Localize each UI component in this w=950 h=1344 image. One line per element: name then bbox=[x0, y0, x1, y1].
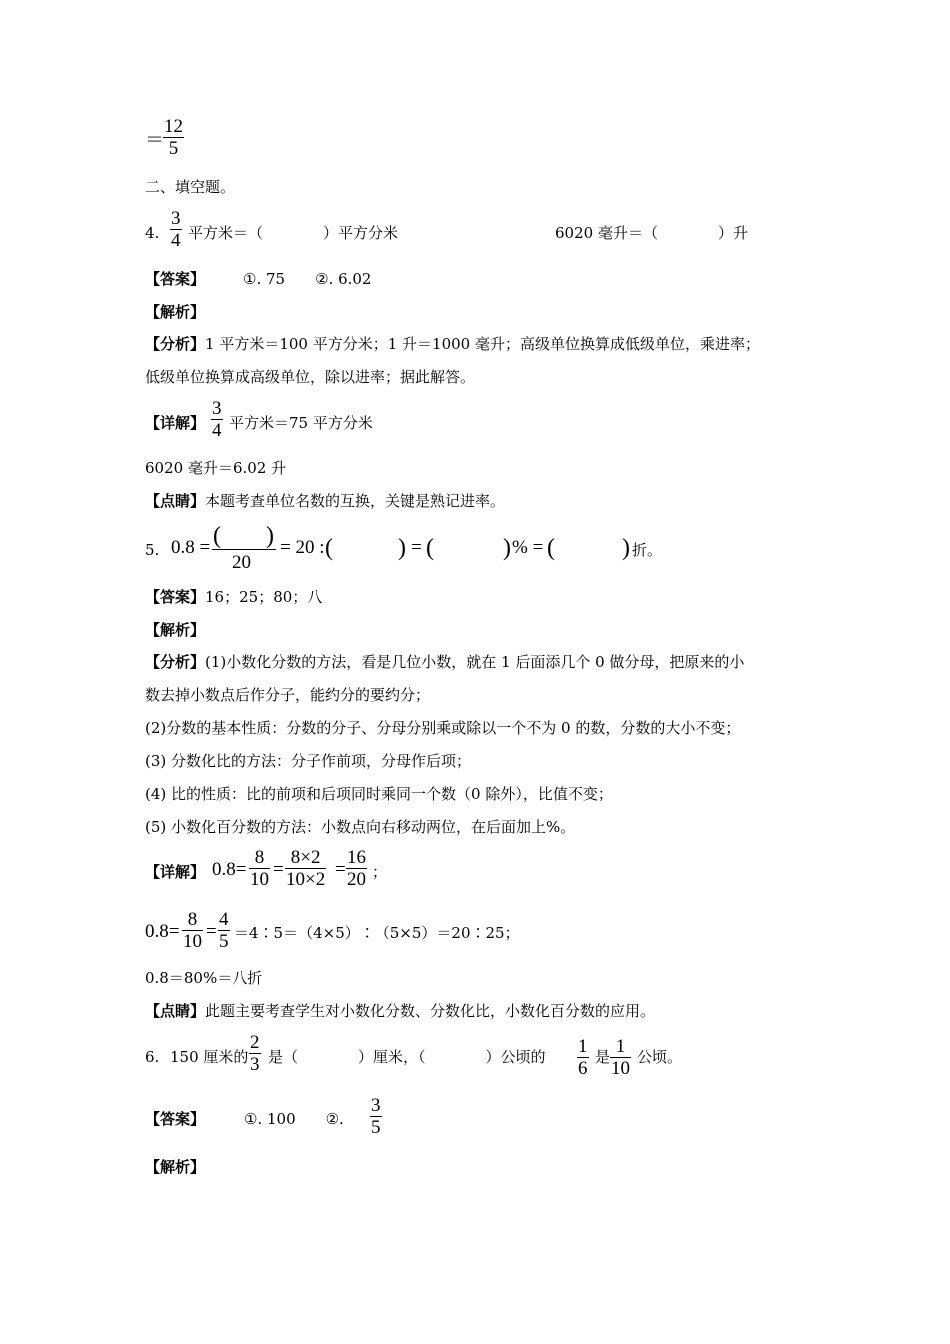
equals-sign: = bbox=[335, 859, 346, 880]
fraction-3-4-detail bbox=[211, 399, 223, 441]
fraction-denominator: 20 bbox=[232, 552, 251, 573]
dianjing-text: 本题考查单位名数的互换，关键是熟记进率。 bbox=[205, 492, 506, 510]
d2-rest: ＝4∶5＝（4×5）∶（5×5）＝20∶25； bbox=[234, 924, 520, 942]
q5-fenxi-line5: (4) 比的性质：比的前项和后项同时乘同一个数（0 除外），比值不变； bbox=[145, 785, 613, 803]
fraction-2-3 bbox=[249, 1033, 261, 1075]
question-number-5: 5. bbox=[145, 541, 160, 559]
q5-tail: 折。 bbox=[632, 541, 663, 559]
denominator: 3 bbox=[250, 1054, 260, 1075]
q4-answer bbox=[145, 269, 371, 289]
q5-ratio-part: = 20 : bbox=[280, 537, 325, 558]
fenxi-text: (1)小数化分数的方法，看是几位小数，就在 1 后面添几个 0 做分母，把原来的小 bbox=[205, 653, 745, 671]
q5-fenxi-line1 bbox=[145, 652, 744, 672]
dianjing-label: 【点睛】 bbox=[145, 492, 206, 510]
answer-label: 【答案】 bbox=[145, 270, 206, 288]
q4-text-part2: 6020 毫升＝（ ）升 bbox=[555, 224, 748, 242]
fenxi-label: 【分析】 bbox=[145, 335, 206, 353]
equals-sign: ＝ bbox=[145, 130, 165, 151]
denominator: 4 bbox=[212, 420, 222, 441]
fraction-3-5-answer bbox=[370, 1096, 382, 1138]
q5-answer bbox=[145, 587, 322, 607]
blank-open-3: ( bbox=[547, 535, 555, 561]
fraction-8-10 bbox=[249, 848, 270, 890]
blank-close-1: ) bbox=[398, 535, 406, 561]
q6-analysis-label: 【解析】 bbox=[145, 1158, 206, 1176]
q4-text-part1: 平方米＝（ ）平方分米 bbox=[188, 224, 399, 242]
denominator: 10×2 bbox=[286, 869, 326, 890]
fraction-16-20 bbox=[346, 848, 367, 890]
numerator: 16 bbox=[347, 847, 366, 868]
fraction-8-10-b bbox=[182, 910, 203, 952]
question-number-4: 4. bbox=[145, 224, 160, 242]
numerator: 2 bbox=[250, 1032, 260, 1053]
d2-lhs: 0.8= bbox=[145, 921, 180, 942]
q6-t3: 是 bbox=[595, 1048, 611, 1066]
blank-open-2: ( bbox=[426, 535, 434, 561]
q4-detail-text1: 平方米＝75 平方分米 bbox=[229, 414, 373, 432]
q4-dianjing bbox=[145, 491, 505, 511]
blank-close-2: ) bbox=[503, 535, 511, 561]
q5-lhs: 0.8 = bbox=[171, 537, 211, 558]
numerator: 12 bbox=[164, 116, 183, 137]
blank-open-1: ( bbox=[325, 535, 333, 561]
numerator: 3 bbox=[371, 1095, 381, 1116]
answer-label: 【答案】 bbox=[145, 588, 206, 606]
denominator: 10 bbox=[250, 869, 269, 890]
q5-dianjing bbox=[145, 1001, 655, 1021]
q5-analysis-label: 【解析】 bbox=[145, 621, 206, 639]
q5-fenxi-line6: (5) 小数化百分数的方法：小数点向右移动两位，在后面加上%。 bbox=[145, 818, 576, 836]
open-paren: ( bbox=[213, 523, 221, 549]
q5-fenxi-line2: 数去掉小数点后作分子，能约分的要约分； bbox=[145, 686, 431, 704]
q5-detail-label: 【详解】 bbox=[145, 863, 206, 881]
denominator: 20 bbox=[347, 869, 366, 890]
close-paren: ) bbox=[266, 523, 274, 549]
numerator: 3 bbox=[212, 398, 222, 419]
answer-text: 16；25；80；八 bbox=[205, 588, 323, 606]
q4-detail-text2: 6020 毫升＝6.02 升 bbox=[145, 459, 287, 477]
fenxi-label: 【分析】 bbox=[145, 653, 206, 671]
q5-fenxi-line4: (3) 分数化比的方法：分子作前项，分母作后项； bbox=[145, 752, 472, 770]
fraction-1-10 bbox=[610, 1037, 631, 1079]
q6-t4: 公顷。 bbox=[637, 1048, 683, 1066]
denominator: 10 bbox=[183, 931, 202, 952]
blank-close-3: ) bbox=[622, 535, 630, 561]
q5-fenxi-line3: (2)分数的基本性质：分数的分子、分母分别乘或除以一个不为 0 的数，分数的大小不变； bbox=[145, 719, 741, 737]
fraction-bar bbox=[212, 549, 276, 550]
q4-detail-label: 【详解】 bbox=[145, 414, 206, 432]
denominator: 6 bbox=[578, 1058, 588, 1079]
numerator: 8 bbox=[187, 909, 198, 930]
answer-text: ①. 75 ②. 6.02 bbox=[243, 270, 372, 288]
q4-fenxi-line1 bbox=[145, 334, 760, 354]
dianjing-label: 【点睛】 bbox=[145, 1002, 206, 1020]
fenxi-text: 1 平方米＝100 平方分米；1 升＝1000 毫升；高级单位换算成低级单位，乘进率； bbox=[205, 335, 760, 353]
denominator: 4 bbox=[171, 230, 181, 251]
d1-end: ； bbox=[372, 863, 388, 881]
dianjing-text: 此题主要考查学生对小数化分数、分数化比，小数化百分数的应用。 bbox=[205, 1002, 656, 1020]
question-number-6: 6. bbox=[145, 1048, 160, 1066]
fraction-8x2-10x2 bbox=[285, 848, 326, 890]
q6-answer-label: 【答案】 bbox=[145, 1110, 206, 1128]
numerator: 8×2 bbox=[290, 847, 321, 868]
q4-fenxi-line2: 低级单位换算成高级单位，除以进率；据此解答。 bbox=[145, 368, 476, 386]
fraction-3-4 bbox=[170, 209, 182, 251]
fraction-4-5 bbox=[218, 910, 230, 952]
q6-answer-text: ①. 100 ②. bbox=[244, 1110, 344, 1128]
denominator: 5 bbox=[163, 137, 184, 159]
q5-pct: % = bbox=[512, 537, 544, 558]
section-title: 二、填空题。 bbox=[145, 178, 236, 196]
numerator: 1 bbox=[578, 1036, 588, 1057]
q6-t1: 150 厘米的 bbox=[170, 1048, 249, 1066]
fraction-1-6 bbox=[577, 1037, 589, 1079]
denominator: 10 bbox=[611, 1058, 630, 1079]
q5-blank-fraction bbox=[212, 524, 276, 574]
numerator: 1 bbox=[615, 1036, 626, 1057]
denominator: 5 bbox=[371, 1117, 381, 1138]
numerator: 3 bbox=[171, 208, 181, 229]
q4-analysis-label: 【解析】 bbox=[145, 303, 206, 321]
q5-detail-line3: 0.8＝80%＝八折 bbox=[145, 969, 263, 987]
equals-sign: = bbox=[206, 921, 217, 942]
d1-lhs: 0.8= bbox=[212, 859, 247, 880]
equals-sign: = bbox=[273, 859, 284, 880]
q5-eq3: = bbox=[411, 537, 422, 558]
numerator: 4 bbox=[219, 909, 229, 930]
q6-t2: 是（ ）厘米，（ ）公顷的 bbox=[268, 1048, 546, 1066]
denominator: 5 bbox=[219, 931, 229, 952]
fraction-12-5 bbox=[163, 117, 184, 159]
numerator: 8 bbox=[254, 847, 265, 868]
